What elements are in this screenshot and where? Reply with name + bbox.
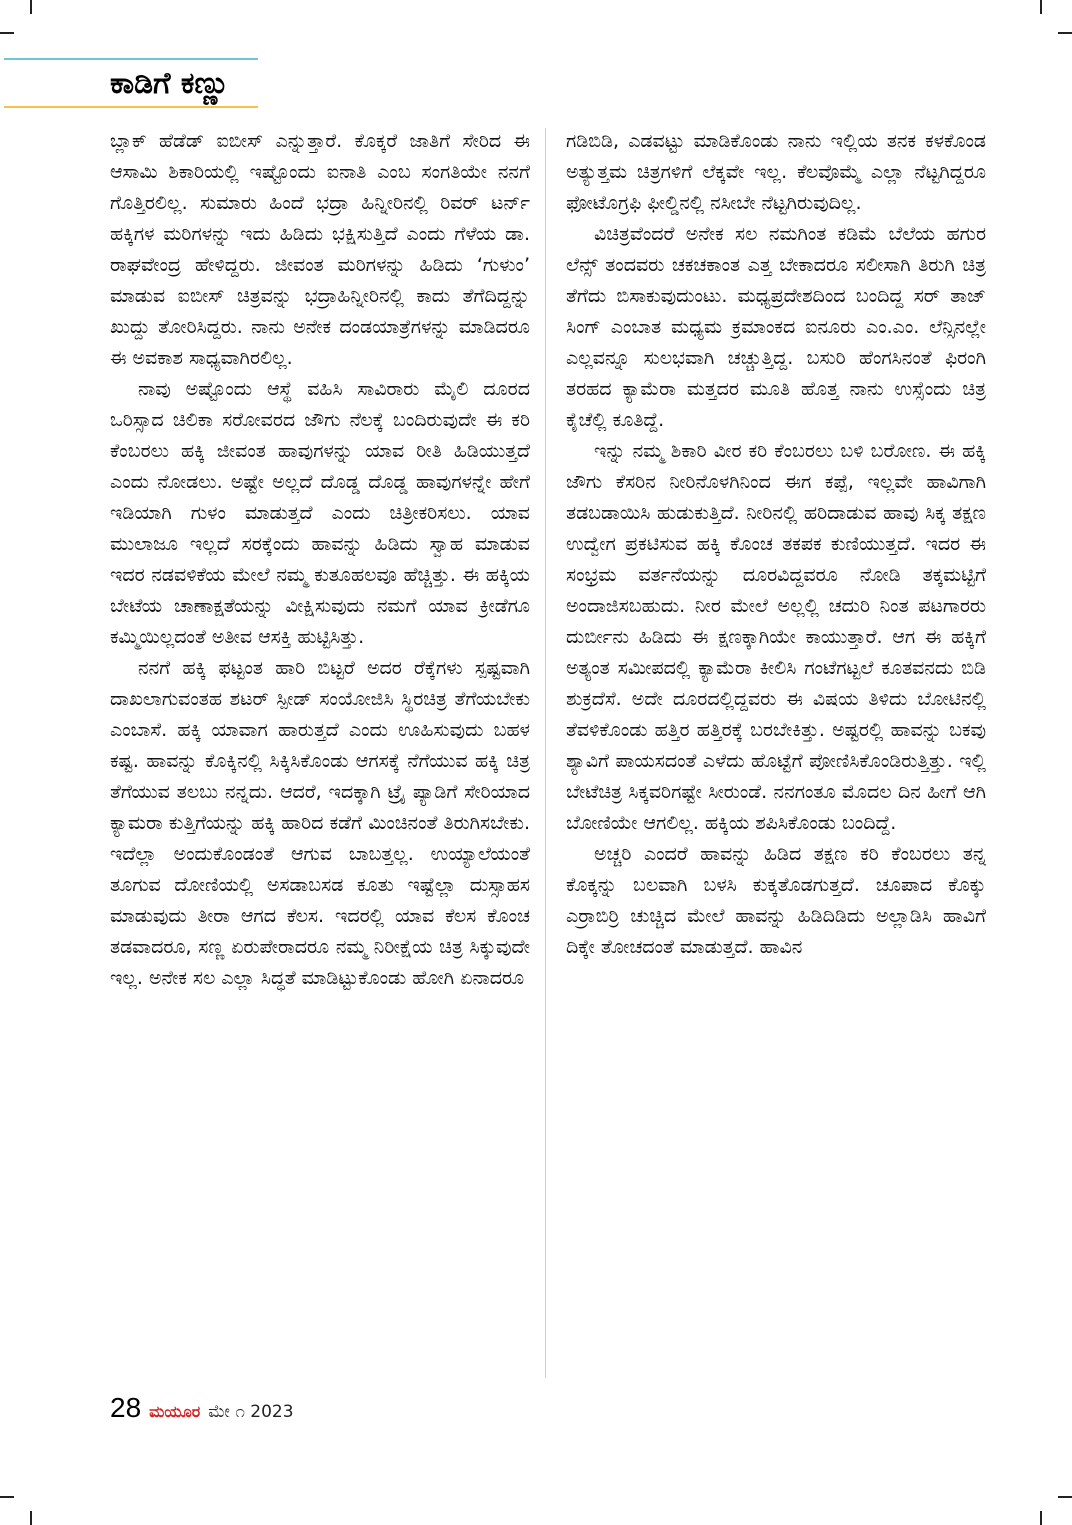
paragraph: ಇನ್ನು ನಮ್ಮ ಶಿಕಾರಿ ವೀರ ಕರಿ ಕೆಂಬರಲು ಬಳಿ ಬರೋಣ. ಈ ಹಕ್ಕಿ ಜೌಗು ಕೆಸರಿನ ನೀರಿನೊಳಗಿನಿಂದ ಈಗ ಕಪ್ಪೆ, ಇಲ್ಲವೇ ಹಾವಿಗಾಗಿ ತಡಬಡಾಯಿಸಿ ಹುಡುಕುತ್ತಿದೆ. ನೀರಿನಲ್ಲಿ ಹರಿದಾಡುವ ಹಾವು ಸಿಕ್ಕ ತಕ್ಷಣ ಉದ್ವೇಗ ಪ್ರಕಟಿಸುವ ಹಕ್ಕಿ ಕೊಂಚ ತಕಪಕ ಕುಣಿಯುತ್ತದೆ. ಇದರ ಈ ಸಂಭ್ರಮ ವರ್ತನೆಯನ್ನು ದೂರವಿದ್ದವರೂ ನೋಡಿ ತಕ್ಕಮಟ್ಟಿಗೆ ಅಂದಾಜಿಸಬಹುದು. ನೀರ ಮೇಲೆ ಅಲ್ಲಲ್ಲಿ ಚದುರಿ ನಿಂತ ಪಟಗಾರರು ದುರ್ಬೀನು ಹಿಡಿದು ಈ ಕ್ಷಣಕ್ಕಾಗಿಯೇ ಕಾಯುತ್ತಾರೆ. ಆಗ ಈ ಹಕ್ಕಿಗೆ ಅತ್ಯಂತ ಸಮೀಪದಲ್ಲಿ ಕ್ಯಾಮೆರಾ ಕೀಲಿಸಿ ಗಂಟೆಗಟ್ಟಲೆ ಕೂತವನದು ಬಿಡಿ ಶುಕ್ರದೆಸೆ. ಅದೇ ದೂರದಲ್ಲಿದ್ದವರು ಈ ವಿಷಯ ತಿಳಿದು ಬೋಟಿನಲ್ಲಿ ತೆವಳಿಕೊಂಡು ಹತ್ತಿರ ಹತ್ತಿರಕ್ಕೆ ಬರಬೇಕಿತ್ತು. ಅಷ್ಟರಲ್ಲಿ ಹಾವನ್ನು ಬಕವು ಶ್ಯಾವಿಗೆ ಪಾಯಸದಂತೆ ಎಳೆದು ಹೊಟ್ಟೆಗೆ ಪೋಣಿಸಿಕೊಂಡಿರುತ್ತಿತ್ತು. ಇಲ್ಲಿ ಬೇಟೆಚಿತ್ರ ಸಿಕ್ಕವರಿಗಷ್ಟೇ ಸೀರುಂಡೆ. ನನಗಂತೂ ಮೊದಲ ದಿನ ಹೀಗೆ ಆಗಿ ಬೋಣಿಯೇ ಆಗಲಿಲ್ಲ. ಹಕ್ಕಿಯ ಶಪಿಸಿಕೊಂಡು ಬಂದಿದ್ದೆ. xyxy=(566,440,986,834)
header-rule-bottom xyxy=(4,106,258,108)
crop-mark xyxy=(1058,32,1072,34)
section-title: ಕಾಡಿಗೆ ಕಣ್ಣು xyxy=(110,66,230,101)
paragraph: ವಿಚಿತ್ರವೆಂದರೆ ಅನೇಕ ಸಲ ನಮಗಿಂತ ಕಡಿಮೆ ಬೆಲೆಯ ಹಗುರ ಲೆನ್ಸ್ ತಂದವರು ಚಕಚಕಾಂತ ಎತ್ತ ಬೇಕಾದರೂ ಸಲೀಸಾಗಿ ತಿರುಗಿ ಚಿತ್ರ ತೆಗೆದು ಬಿಸಾಕುವುದುಂಟು. ಮಧ್ಯಪ್ರದೇಶದಿಂದ ಬಂದಿದ್ದ ಸರ್ ತಾಜ್ ಸಿಂಗ್ ಎಂಬಾತ ಮಧ್ಯಮ ಕ್ರಮಾಂಕದ ಐನೂರು ಎಂ.ಎಂ. ಲೆನ್ಸಿನಲ್ಲೇ ಎಲ್ಲವನ್ನೂ ಸುಲಭವಾಗಿ ಚಚ್ಚುತ್ತಿದ್ದ. ಬಸುರಿ ಹೆಂಗಸಿನಂತೆ ಫಿರಂಗಿ ತರಹದ ಕ್ಯಾಮೆರಾ ಮತ್ತದರ ಮೂತಿ ಹೊತ್ತ ನಾನು ಉಸ್ಸೆಂದು ಚಿತ್ರ ಕೈಚೆಲ್ಲಿ ಕೂತಿದ್ದೆ. xyxy=(566,223,986,431)
crop-mark xyxy=(1040,0,1042,14)
crop-mark xyxy=(1040,1511,1042,1525)
paragraph: ಬ್ಲಾಕ್ ಹೆಡೆಡ್ ಐಬೀಸ್ ಎನ್ನುತ್ತಾರೆ. ಕೊಕ್ಕರೆ ಜಾತಿಗೆ ಸೇರಿದ ಈ ಆಸಾಮಿ ಶಿಕಾರಿಯಲ್ಲಿ ಇಷ್ಟೊಂದು ಐನಾತಿ ಎಂಬ ಸಂಗತಿಯೇ ನನಗೆ ಗೊತ್ತಿರಲಿಲ್ಲ. ಸುಮಾರು ಹಿಂದೆ ಭದ್ರಾ ಹಿನ್ನೀರಿನಲ್ಲಿ ರಿವರ್ ಟರ್ನ್ ಹಕ್ಕಿಗಳ ಮರಿಗಳನ್ನು ಇದು ಹಿಡಿದು ಭಕ್ಷಿಸುತ್ತಿದೆ ಎಂದು ಗೆಳೆಯ ಡಾ. ರಾಘವೇಂದ್ರ ಹೇಳಿದ್ದರು. ಜೀವಂತ ಮರಿಗಳನ್ನು ಹಿಡಿದು ‘ಗುಳುಂ’ ಮಾಡುವ ಐಬೀಸ್ ಚಿತ್ರವನ್ನು ಭದ್ರಾಹಿನ್ನೀರಿನಲ್ಲಿ ಕಾದು ತೆಗೆದಿದ್ದನ್ನು ಖುದ್ದು ತೋರಿಸಿದ್ದರು. ನಾನು ಅನೇಕ ದಂಡಯಾತ್ರೆಗಳನ್ನು ಮಾಡಿದರೂ ಈ ಅವಕಾಶ ಸಾಧ್ಯವಾಗಿರಲಿಲ್ಲ. xyxy=(110,130,530,369)
article-column-left xyxy=(110,126,530,994)
paragraph: ಗಡಿಬಿಡಿ, ಎಡವಟ್ಟು ಮಾಡಿಕೊಂಡು ನಾನು ಇಲ್ಲಿಯ ತನಕ ಕಳಕೊಂಡ ಅತ್ಯುತ್ತಮ ಚಿತ್ರಗಳಿಗೆ ಲೆಕ್ಕವೇ ಇಲ್ಲ. ಕೆಲವೊಮ್ಮೆ ಎಲ್ಲಾ ನೆಟ್ಟಗಿದ್ದರೂ ಫೋಟೊಗ್ರಫಿ ಫೀಲ್ಡಿನಲ್ಲಿ ನಸೀಬೇ ನೆಟ್ಟಗಿರುವುದಿಲ್ಲ. xyxy=(566,130,986,214)
magazine-logo: ಮಯೂರ xyxy=(149,1402,201,1421)
paragraph: ನಾವು ಅಷ್ಟೊಂದು ಆಸ್ಥೆ ವಹಿಸಿ ಸಾವಿರಾರು ಮೈಲಿ ದೂರದ ಒರಿಸ್ಸಾದ ಚಿಲಿಕಾ ಸರೋವರದ ಜೌಗು ನೆಲಕ್ಕೆ ಬಂದಿರುವುದೇ ಈ ಕರಿ ಕೆಂಬರಲು ಹಕ್ಕಿ ಜೀವಂತ ಹಾವುಗಳನ್ನು ಯಾವ ರೀತಿ ಹಿಡಿಯುತ್ತದೆ ಎಂದು ನೋಡಲು. ಅಷ್ಟೇ ಅಲ್ಲದೆ ದೊಡ್ಡ ದೊಡ್ಡ ಹಾವುಗಳನ್ನೇ ಹೇಗೆ ಇಡಿಯಾಗಿ ಗುಳಂ ಮಾಡುತ್ತದೆ ಎಂದು ಚಿತ್ರೀಕರಿಸಲು. ಯಾವ ಮುಲಾಜೂ ಇಲ್ಲದೆ ಸರಕ್ಕೆಂದು ಹಾವನ್ನು ಹಿಡಿದು ಸ್ವಾಹ ಮಾಡುವ ಇದರ ನಡವಳಿಕೆಯ ಮೇಲೆ ನಮ್ಮ ಕುತೂಹಲವೂ ಹೆಚ್ಚಿತ್ತು. ಈ ಹಕ್ಕಿಯ ಬೇಟೆಯ ಚಾಣಾಕ್ಷತೆಯನ್ನು ವೀಕ್ಷಿಸುವುದು ನಮಗೆ ಯಾವ ಕ್ರೀಡೆಗೂ ಕಮ್ಮಿಯಿಲ್ಲದಂತೆ ಅತೀವ ಆಸಕ್ತಿ ಹುಟ್ಟಿಸಿತ್ತು. xyxy=(110,378,530,648)
crop-mark xyxy=(1058,1496,1072,1498)
article-column-right xyxy=(566,126,986,963)
paragraph: ಅಚ್ಚರಿ ಎಂದರೆ ಹಾವನ್ನು ಹಿಡಿದ ತಕ್ಷಣ ಕರಿ ಕೆಂಬರಲು ತನ್ನ ಕೊಕ್ಕನ್ನು ಬಲವಾಗಿ ಬಳಸಿ ಕುಕ್ಕತೊಡಗುತ್ತದೆ. ಚೂಪಾದ ಕೊಕ್ಕು ಎರ್ರಾಬಿರ್ರಿ ಚುಚ್ಚಿದ ಮೇಲೆ ಹಾವನ್ನು ಹಿಡಿದಿಡಿದು ಅಲ್ಲಾಡಿಸಿ ಹಾವಿಗೆ ದಿಕ್ಕೇ ತೋಚದಂತೆ ಮಾಡುತ್ತದೆ. ಹಾವಿನ xyxy=(566,843,986,958)
crop-mark xyxy=(0,1496,14,1498)
crop-mark xyxy=(0,32,14,34)
crop-mark xyxy=(30,0,32,14)
crop-mark xyxy=(30,1511,32,1525)
issue-date: ಮೇ ೧ 2023 xyxy=(208,1402,294,1422)
header-rule-top xyxy=(4,58,258,60)
column-divider xyxy=(545,128,546,1378)
paragraph: ನನಗೆ ಹಕ್ಕಿ ಫಟ್ಟಂತ ಹಾರಿ ಬಿಟ್ಟರೆ ಅದರ ರೆಕ್ಕೆಗಳು ಸ್ಪಷ್ಟವಾಗಿ ದಾಖಲಾಗುವಂತಹ ಶಟರ್ ಸ್ಪೀಡ್ ಸಂಯೋಜಿಸಿ ಸ್ಥಿರಚಿತ್ರ ತೆಗೆಯಬೇಕು ಎಂಬಾಸೆ. ಹಕ್ಕಿ ಯಾವಾಗ ಹಾರುತ್ತದೆ ಎಂದು ಊಹಿಸುವುದು ಬಹಳ ಕಷ್ಟ. ಹಾವನ್ನು ಕೊಕ್ಕಿನಲ್ಲಿ ಸಿಕ್ಕಿಸಿಕೊಂಡು ಆಗಸಕ್ಕೆ ನೆಗೆಯುವ ಹಕ್ಕಿ ಚಿತ್ರ ತೆಗೆಯುವ ತಲಬು ನನ್ನದು. ಆದರೆ, ಇದಕ್ಕಾಗಿ ಟ್ರೈ ಪ್ಯಾಡಿಗೆ ಸೇರಿಯಾದ ಕ್ಯಾಮರಾ ಕುತ್ತಿಗೆಯನ್ನು ಹಕ್ಕಿ ಹಾರಿದ ಕಡೆಗೆ ಮಿಂಚಿನಂತೆ ತಿರುಗಿಸಬೇಕು. ಇದೆಲ್ಲಾ ಅಂದುಕೊಂಡಂತೆ ಆಗುವ ಬಾಬತ್ತಲ್ಲ. ಉಯ್ಯಾಲೆಯಂತೆ ತೂಗುವ ದೋಣಿಯಲ್ಲಿ ಅಸಡಾಬಸಡ ಕೂತು ಇಷ್ಟೆಲ್ಲಾ ದುಸ್ಸಾಹಸ ಮಾಡುವುದು ತೀರಾ ಆಗದ ಕೆಲಸ. ಇದರಲ್ಲಿ ಯಾವ ಕೆಲಸ ಕೊಂಚ ತಡವಾದರೂ, ಸಣ್ಣ ಏರುಪೇರಾದರೂ ನಮ್ಮ ನಿರೀಕ್ಷೆಯ ಚಿತ್ರ ಸಿಕ್ಕುವುದೇ ಇಲ್ಲ. ಅನೇಕ ಸಲ ಎಲ್ಲಾ ಸಿದ್ಧತೆ ಮಾಡಿಟ್ಟುಕೊಂಡು ಹೋಗಿ ಏನಾದರೂ xyxy=(110,657,530,989)
page-footer xyxy=(110,1392,294,1432)
page-number: 28 xyxy=(110,1392,142,1423)
